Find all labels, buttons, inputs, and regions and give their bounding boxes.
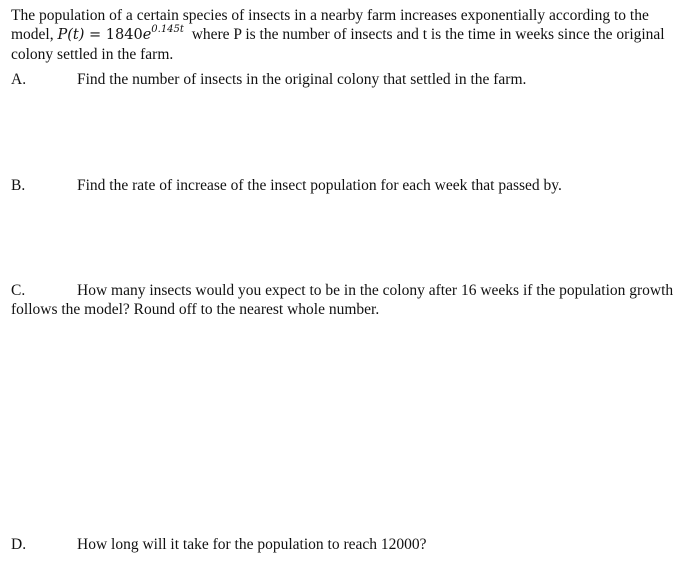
- model-exponent: 0.145t: [151, 24, 184, 35]
- question-letter: A.: [11, 71, 27, 88]
- model-coefficient: 1840: [105, 27, 143, 43]
- question-text: Find the rate of increase of the insect population for each week that passed by.: [77, 177, 562, 194]
- problem-statement: [11, 6, 691, 64]
- model-lhs: P(t): [57, 27, 85, 43]
- question-text: How long will it take for the population to reach 12000?: [77, 536, 427, 553]
- question-b: [11, 176, 691, 195]
- question-text: How many insects would you expect to be in the colony after 16 weeks if the population growth follows the model? Round off to the nearest whole number.: [11, 282, 674, 318]
- intro-text-after: where P is the number of insects and t is the time in weeks since the original colony settled in the farm.: [11, 26, 665, 63]
- question-letter: B.: [11, 177, 26, 194]
- model-equation: [57, 24, 184, 43]
- question-d: [11, 535, 691, 554]
- question-letter: D.: [11, 536, 27, 553]
- model-equals: =: [89, 27, 102, 43]
- intro-text-before: The population of a certain species of insects in a nearby farm increases exponentially according to the model,: [11, 7, 649, 43]
- model-base: e: [142, 27, 152, 43]
- question-a: [11, 70, 691, 89]
- question-text: Find the number of insects in the original colony that settled in the farm.: [77, 71, 527, 88]
- question-c: [11, 281, 691, 319]
- question-letter: C.: [11, 282, 26, 299]
